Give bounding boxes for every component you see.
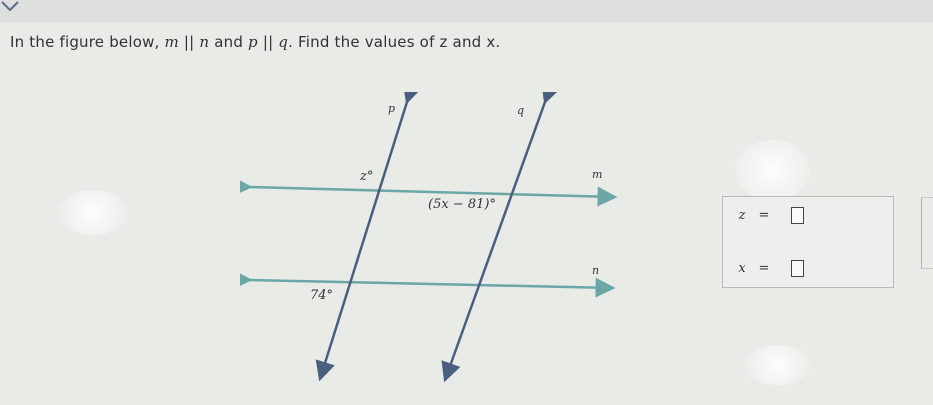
variable-z: z [738,207,746,223]
label-q: q [517,104,525,117]
line-m [250,187,615,197]
line-p [320,102,407,379]
line-n [250,280,613,288]
angle-z-label: z° [360,169,374,184]
question-text: In the figure below, m || n and p || q. Find the values of z and x. [10,33,501,51]
geometry-figure [240,92,630,387]
answer-row-x [733,257,804,279]
glare [745,345,810,385]
angle-74-label: 74° [310,288,334,303]
variable-x: x [738,260,746,276]
equals-sign: = [758,207,770,223]
label-n: n [592,264,600,277]
top-bar [0,0,933,22]
angle-expression-label: (5x − 81)° [428,197,496,212]
side-panel-edge[interactable] [921,197,933,269]
answer-panel [722,196,894,288]
glare [58,190,128,235]
chevron-down-icon[interactable] [0,0,22,16]
label-p: p [388,102,396,115]
x-answer-input[interactable] [791,260,804,277]
z-answer-input[interactable] [791,207,804,224]
glare [735,140,810,200]
answer-row-z [733,204,804,226]
equals-sign: = [758,260,770,276]
line-q [445,102,545,380]
label-m: m [592,168,603,181]
